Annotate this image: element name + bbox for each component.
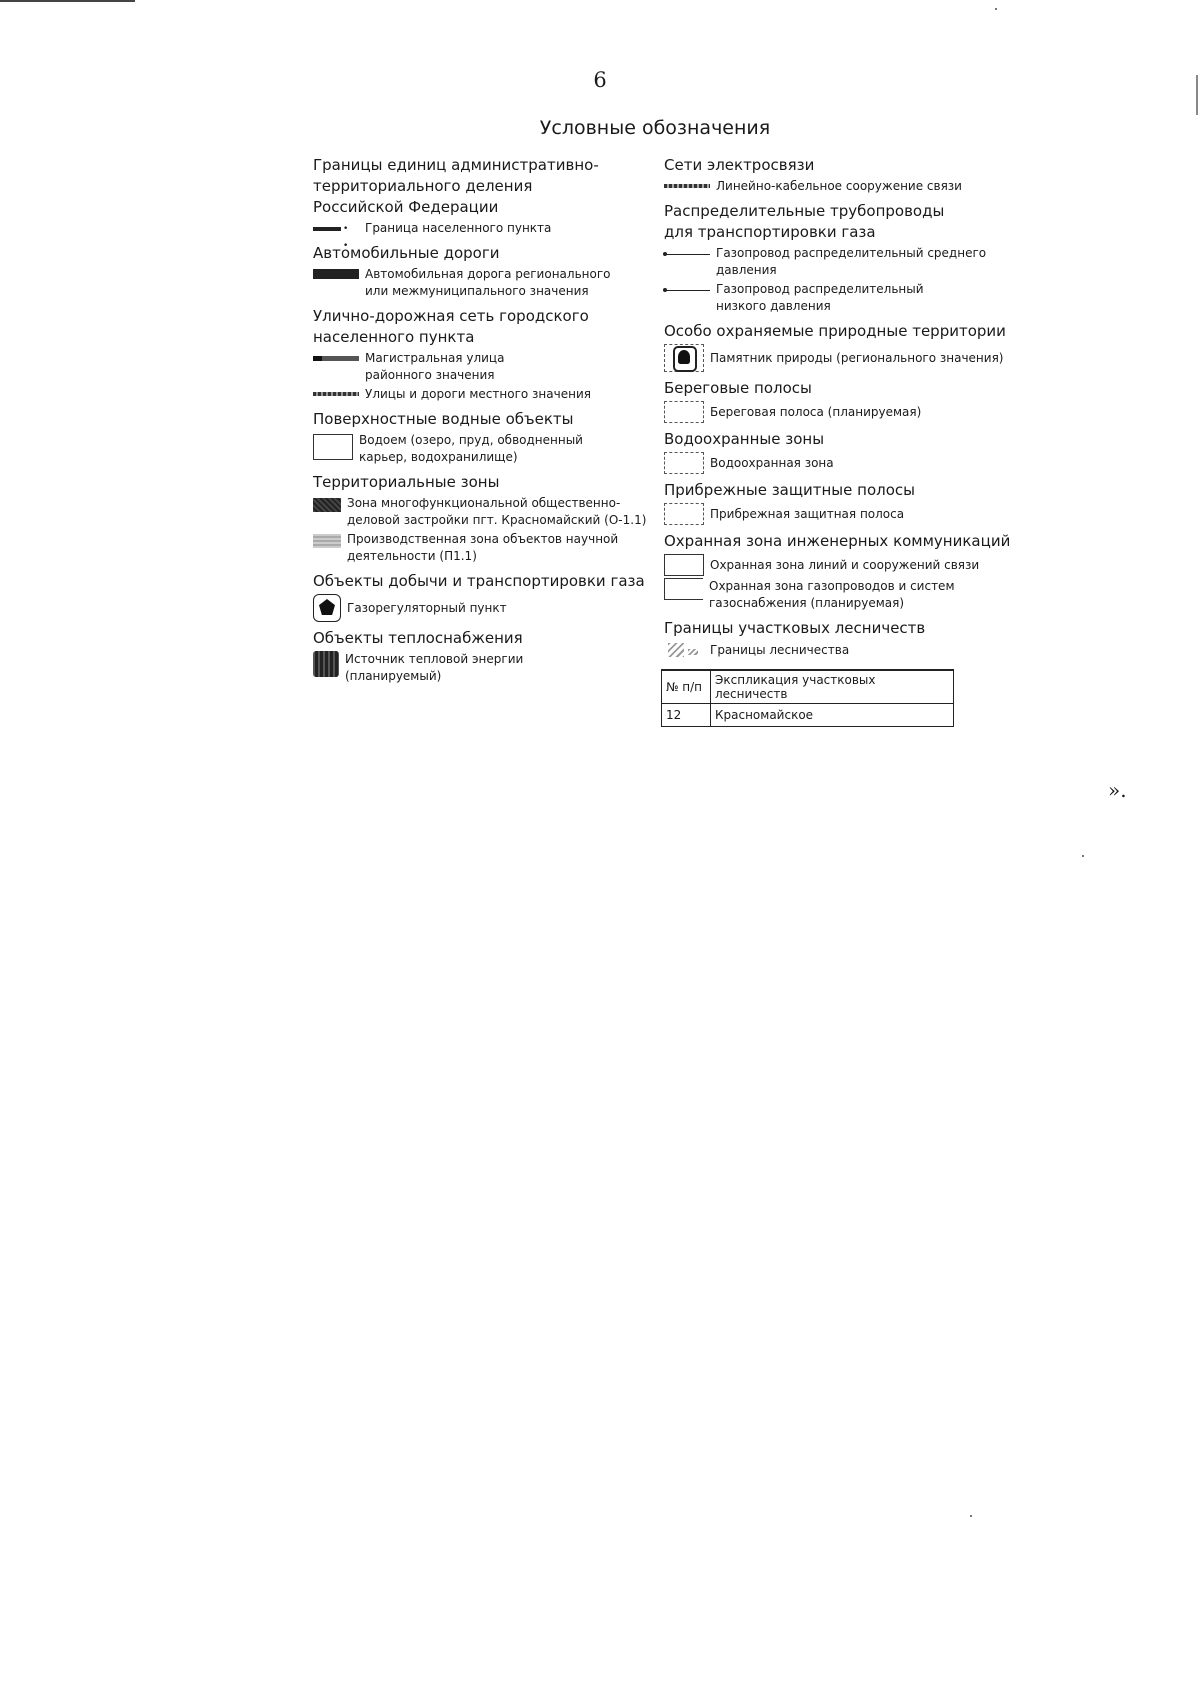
section-heading-coastal-strips: Прибрежные защитные полосы — [664, 481, 915, 499]
section-heading-heat-supply: Объекты теплоснабжения — [313, 629, 523, 647]
water-body-symbol — [313, 434, 353, 460]
section-heading-water-objects: Поверхностные водные объекты — [313, 410, 574, 428]
section-heading-telecom: Сети электросвязи — [664, 156, 815, 174]
section-heading-utility-protection: Охранная зона инженерных коммуникаций — [664, 532, 1011, 550]
gas-protection-zone-symbol — [664, 578, 703, 600]
legend-title: Условные обозначения — [539, 117, 771, 139]
water-protection-zone-symbol — [664, 452, 704, 474]
legend-item-forestry-boundary — [664, 641, 1024, 659]
legend-item-label: Улицы и дороги местного значения — [365, 387, 591, 401]
legend-item-label: Источник тепловой энергии (планируемый) — [345, 652, 524, 683]
heat-source-icon — [313, 651, 339, 677]
legend-item-industrial-zone — [313, 531, 653, 565]
legend-item-label: Памятник природы (регионального значения) — [710, 350, 1004, 365]
closing-quote-mark: ». — [1108, 778, 1127, 802]
section-heading-gas-objects: Объекты добычи и транспортировки газа — [313, 572, 645, 590]
legend-item-label: Прибрежная защитная полоса — [710, 506, 905, 521]
legend-item-coastal-protection-strip — [664, 503, 1024, 525]
section-heading-street-network: Улично-дорожная сеть городского населенного пункта — [313, 307, 589, 346]
legend-left-column — [313, 155, 653, 685]
legend-item-label: Производственная зона объектов научной деятельности (П1.1) — [347, 532, 619, 563]
legend-item-shore-strip — [664, 401, 1024, 423]
section-heading-protected-areas: Особо охраняемые природные территории — [664, 322, 1006, 340]
legend-item-local-street — [313, 386, 653, 403]
legend-item-label: Газорегуляторный пункт — [347, 600, 507, 615]
forestry-explication-table — [661, 669, 954, 727]
legend-item-label: Водоохранная зона — [710, 455, 834, 470]
legend-item-label: Газопровод распределительный среднего давления — [716, 246, 987, 277]
section-heading-admin-boundaries: Границы единиц административно- территориального деления Российской Федерации — [313, 156, 599, 216]
legend-right-column — [664, 155, 1024, 727]
legend-item-label: Охранная зона линий и сооружений связи — [710, 557, 980, 572]
gas-pipeline-medium-symbol — [664, 254, 710, 255]
legend-item-gas-protection-zone — [664, 578, 1024, 612]
comm-protection-zone-symbol — [664, 554, 704, 576]
legend-item-label: Охранная зона газопроводов и систем газоснабжения (планируемая) — [709, 579, 955, 610]
shore-strip-symbol — [664, 401, 704, 423]
legend-item-label: Магистральная улица районного значения — [365, 351, 505, 382]
table-header-row — [662, 670, 954, 704]
forestry-boundary-symbol — [664, 641, 704, 659]
section-heading-water-protection: Водоохранные зоны — [664, 430, 825, 448]
scan-speck — [995, 8, 997, 10]
table-header-cell: Экспликация участковых лесничеств — [711, 670, 954, 704]
legend-item-gas-regulator — [313, 594, 653, 622]
legend-item-label: Водоем (озеро, пруд, обводненный карьер, водохранилище) — [359, 433, 583, 464]
section-heading-shore-strips: Береговые полосы — [664, 379, 812, 397]
section-heading-gas-pipelines: Распределительные трубопроводы для транспортировки газа — [664, 202, 945, 241]
legend-item-heat-source — [313, 651, 653, 685]
regional-road-symbol — [313, 269, 359, 279]
scan-speck — [1082, 855, 1084, 857]
table-cell: Красномайское — [711, 704, 954, 727]
legend-item-comm-protection-zone — [664, 554, 1024, 576]
legend-item-nature-monument — [664, 344, 1024, 372]
scan-speck — [970, 1515, 972, 1517]
cable-line-symbol — [664, 184, 710, 188]
legend-item-cable-line — [664, 178, 1024, 195]
table-cell: 12 — [662, 704, 711, 727]
table-header-cell: № п/п — [662, 670, 711, 704]
legend-item-settlement-boundary — [313, 220, 653, 237]
table-row — [662, 704, 954, 727]
legend-item-label: Границы лесничества — [710, 642, 850, 657]
legend-item-main-street — [313, 350, 653, 384]
legend-item-multifunctional-zone — [313, 495, 653, 529]
scan-border-line — [0, 0, 135, 2]
legend-item-label: Береговая полоса (планируемая) — [710, 404, 922, 419]
legend-item-label: Линейно-кабельное сооружение связи — [716, 179, 962, 193]
legend-item-label: Газопровод распределительный низкого давления — [716, 282, 924, 313]
gas-regulator-icon — [313, 594, 341, 622]
legend-item-regional-road — [313, 266, 653, 300]
page-number: 6 — [593, 68, 607, 92]
tree-icon — [664, 344, 704, 372]
settlement-boundary-symbol — [313, 227, 359, 231]
main-street-symbol — [313, 356, 359, 361]
legend-item-gas-pipeline-low — [664, 281, 1024, 315]
multifunctional-zone-symbol — [313, 498, 341, 512]
section-heading-roads: Автомобильные дороги — [313, 244, 500, 262]
coastal-protection-strip-symbol — [664, 503, 704, 525]
section-heading-forestry: Границы участковых лесничеств — [664, 619, 926, 637]
legend-item-label: Автомобильная дорога регионального или межмуниципального значения — [365, 267, 611, 298]
section-heading-territorial-zones: Территориальные зоны — [313, 473, 500, 491]
legend-item-water-protection-zone — [664, 452, 1024, 474]
legend-item-water-body — [313, 432, 653, 466]
industrial-zone-symbol — [313, 534, 341, 548]
gas-pipeline-low-symbol — [664, 290, 710, 291]
local-street-symbol — [313, 392, 359, 396]
legend-item-label: Граница населенного пункта — [365, 221, 552, 235]
legend-item-label: Зона многофункциональной общественно- деловой застройки пгт. Красномайский (О-1.1) — [347, 496, 647, 527]
legend-item-gas-pipeline-medium — [664, 245, 1024, 279]
